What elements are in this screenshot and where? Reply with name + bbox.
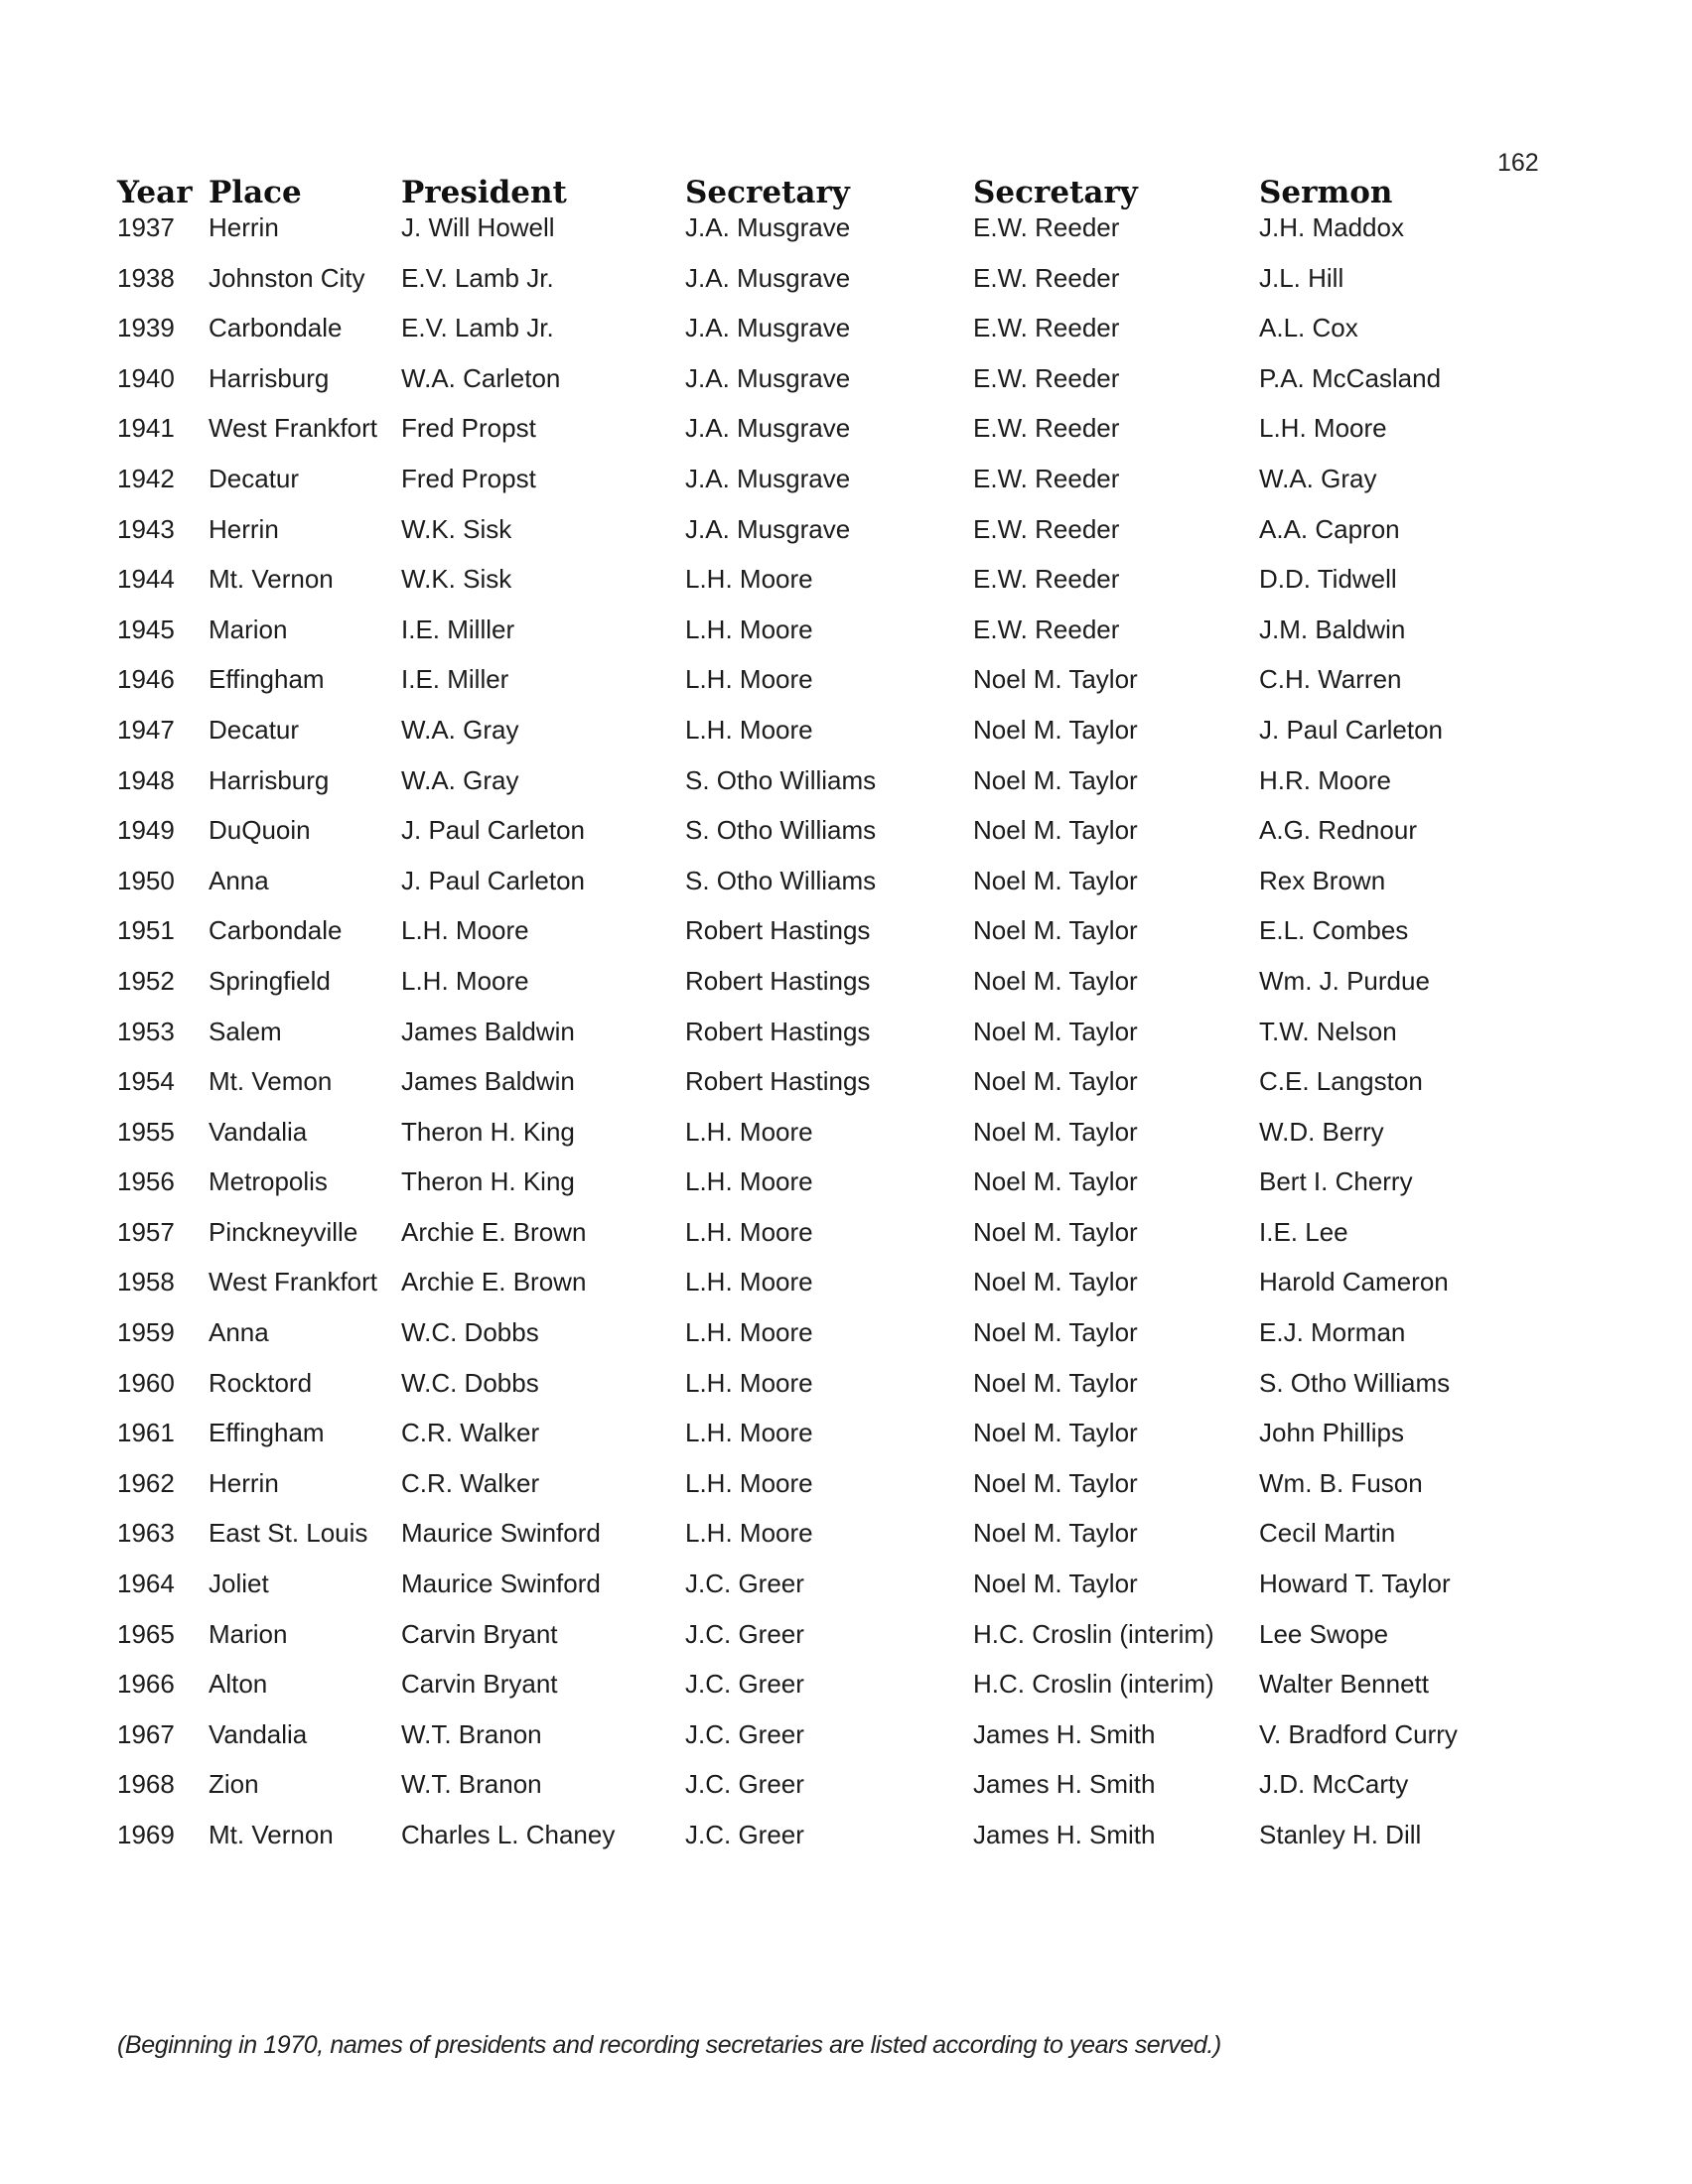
cell-year: 1949 xyxy=(117,815,175,846)
cell-secretary-2: E.W. Reeder xyxy=(973,262,1120,293)
cell-sermon: Lee Swope xyxy=(1259,1618,1389,1649)
cell-sermon: T.W. Nelson xyxy=(1259,1016,1397,1046)
cell-secretary-2: Noel M. Taylor xyxy=(973,714,1138,745)
cell-secretary-2: Noel M. Taylor xyxy=(973,1166,1138,1197)
cell-secretary-2: Noel M. Taylor xyxy=(973,1317,1138,1348)
table-row xyxy=(117,363,1527,414)
cell-secretary: Robert Hastings xyxy=(685,915,871,946)
table-header-row xyxy=(117,175,1527,212)
cell-year: 1968 xyxy=(117,1769,175,1800)
cell-secretary-2: E.W. Reeder xyxy=(973,313,1120,343)
cell-secretary: S. Otho Williams xyxy=(685,815,877,846)
cell-place: Herrin xyxy=(209,513,279,544)
table-row xyxy=(117,263,1527,314)
cell-place: Zion xyxy=(209,1769,259,1800)
cell-president: Charles L. Chaney xyxy=(401,1820,616,1849)
cell-secretary-2: Noel M. Taylor xyxy=(973,1116,1138,1147)
cell-president: Theron H. King xyxy=(401,1116,575,1147)
cell-secretary: J.C. Greer xyxy=(685,1769,804,1800)
cell-secretary: L.H. Moore xyxy=(685,614,813,644)
cell-year: 1957 xyxy=(117,1216,175,1247)
table-row xyxy=(117,1569,1527,1619)
cell-place: DuQuoin xyxy=(209,815,311,846)
cell-year: 1942 xyxy=(117,463,175,493)
table-row xyxy=(117,1117,1527,1167)
table-row xyxy=(117,1317,1527,1368)
cell-president: I.E. Miller xyxy=(401,664,509,695)
cell-place: Decatur xyxy=(209,463,300,493)
cell-secretary: L.H. Moore xyxy=(685,1518,813,1549)
cell-sermon: A.A. Capron xyxy=(1259,513,1400,544)
cell-secretary-2: Noel M. Taylor xyxy=(973,1216,1138,1247)
cell-secretary: L.H. Moore xyxy=(685,714,813,745)
cell-place: Effingham xyxy=(209,1418,325,1448)
cell-place: Johnston City xyxy=(209,262,365,293)
cell-sermon: C.E. Langston xyxy=(1259,1066,1423,1097)
cell-secretary: J.A. Musgrave xyxy=(685,313,851,343)
table-row xyxy=(117,1017,1527,1067)
header-secretary: Secretary xyxy=(685,175,850,210)
cell-president: W.C. Dobbs xyxy=(401,1367,539,1398)
header-secretary-2: Secretary xyxy=(973,175,1138,210)
table-row xyxy=(117,1066,1527,1117)
cell-year: 1961 xyxy=(117,1418,175,1448)
table-row xyxy=(117,1166,1527,1217)
cell-place: Metropolis xyxy=(209,1166,328,1197)
cell-secretary-2: Noel M. Taylor xyxy=(973,764,1138,795)
table-row xyxy=(117,765,1527,816)
table-row xyxy=(117,1820,1527,1870)
cell-sermon: Cecil Martin xyxy=(1259,1518,1396,1549)
cell-sermon: Wm. J. Purdue xyxy=(1259,965,1430,996)
cell-year: 1969 xyxy=(117,1820,175,1849)
cell-secretary: L.H. Moore xyxy=(685,1418,813,1448)
cell-secretary: S. Otho Williams xyxy=(685,764,877,795)
cell-sermon: Bert I. Cherry xyxy=(1259,1166,1413,1197)
cell-secretary-2: E.W. Reeder xyxy=(973,513,1120,544)
table-row xyxy=(117,664,1527,715)
header-year: Year xyxy=(117,175,193,210)
cell-secretary-2: Noel M. Taylor xyxy=(973,1418,1138,1448)
cell-secretary: Robert Hastings xyxy=(685,965,871,996)
cell-sermon: J. Paul Carleton xyxy=(1259,714,1443,745)
cell-sermon: P.A. McCasland xyxy=(1259,362,1442,393)
cell-year: 1967 xyxy=(117,1718,175,1749)
cell-secretary: L.H. Moore xyxy=(685,564,813,595)
cell-place: Marion xyxy=(209,614,288,644)
cell-sermon: H.R. Moore xyxy=(1259,764,1391,795)
cell-year: 1946 xyxy=(117,664,175,695)
cell-president: J. Will Howell xyxy=(401,212,555,242)
cell-place: Anna xyxy=(209,1317,269,1348)
cell-president: J. Paul Carleton xyxy=(401,815,585,846)
cell-place: Joliet xyxy=(209,1569,269,1599)
cell-secretary-2: Noel M. Taylor xyxy=(973,865,1138,895)
cell-president: Archie E. Brown xyxy=(401,1216,587,1247)
cell-secretary: J.C. Greer xyxy=(685,1718,804,1749)
cell-president: W.K. Sisk xyxy=(401,564,512,595)
cell-president: Archie E. Brown xyxy=(401,1267,587,1297)
cell-president: W.A. Carleton xyxy=(401,362,561,393)
cell-place: Harrisburg xyxy=(209,764,330,795)
cell-sermon: E.L. Combes xyxy=(1259,915,1409,946)
cell-year: 1955 xyxy=(117,1116,175,1147)
table-row xyxy=(117,1368,1527,1419)
cell-secretary-2: E.W. Reeder xyxy=(973,362,1120,393)
cell-president: C.R. Walker xyxy=(401,1467,540,1498)
cell-sermon: Stanley H. Dill xyxy=(1259,1820,1422,1849)
cell-president: W.T. Branon xyxy=(401,1718,542,1749)
table-row xyxy=(117,1669,1527,1719)
cell-secretary: L.H. Moore xyxy=(685,1116,813,1147)
table-row xyxy=(117,1518,1527,1569)
cell-president: W.T. Branon xyxy=(401,1769,542,1800)
cell-sermon: S. Otho Williams xyxy=(1259,1367,1451,1398)
cell-sermon: L.H. Moore xyxy=(1259,413,1387,444)
cell-president: E.V. Lamb Jr. xyxy=(401,313,554,343)
cell-year: 1964 xyxy=(117,1569,175,1599)
cell-year: 1954 xyxy=(117,1066,175,1097)
cell-sermon: J.L. Hill xyxy=(1259,262,1344,293)
cell-secretary: J.C. Greer xyxy=(685,1618,804,1649)
cell-place: Herrin xyxy=(209,212,279,242)
cell-year: 1948 xyxy=(117,764,175,795)
cell-president: Maurice Swinford xyxy=(401,1569,601,1599)
cell-president: W.C. Dobbs xyxy=(401,1317,539,1348)
table-row xyxy=(117,313,1527,363)
cell-place: Marion xyxy=(209,1618,288,1649)
cell-year: 1960 xyxy=(117,1367,175,1398)
cell-place: Anna xyxy=(209,865,269,895)
cell-secretary: J.C. Greer xyxy=(685,1820,804,1849)
cell-year: 1940 xyxy=(117,362,175,393)
cell-year: 1953 xyxy=(117,1016,175,1046)
cell-secretary: J.A. Musgrave xyxy=(685,262,851,293)
cell-year: 1938 xyxy=(117,262,175,293)
cell-president: Carvin Bryant xyxy=(401,1618,558,1649)
table-row xyxy=(117,866,1527,916)
cell-secretary: J.A. Musgrave xyxy=(685,463,851,493)
cell-sermon: Harold Cameron xyxy=(1259,1267,1449,1297)
cell-secretary-2: E.W. Reeder xyxy=(973,463,1120,493)
cell-place: Carbondale xyxy=(209,915,343,946)
cell-year: 1965 xyxy=(117,1618,175,1649)
table-row xyxy=(117,212,1527,263)
cell-president: W.K. Sisk xyxy=(401,513,512,544)
cell-sermon: J.D. McCarty xyxy=(1259,1769,1409,1800)
table-row xyxy=(117,1719,1527,1770)
header-place: Place xyxy=(209,175,302,210)
cell-president: W.A. Gray xyxy=(401,714,519,745)
cell-secretary-2: H.C. Croslin (interim) xyxy=(973,1669,1214,1700)
cell-year: 1947 xyxy=(117,714,175,745)
table-row xyxy=(117,464,1527,514)
cell-year: 1943 xyxy=(117,513,175,544)
cell-place: Decatur xyxy=(209,714,300,745)
cell-sermon: Wm. B. Fuson xyxy=(1259,1467,1423,1498)
cell-president: W.A. Gray xyxy=(401,764,519,795)
cell-secretary-2: E.W. Reeder xyxy=(973,614,1120,644)
cell-year: 1962 xyxy=(117,1467,175,1498)
table-row xyxy=(117,614,1527,665)
cell-secretary: J.A. Musgrave xyxy=(685,362,851,393)
cell-president: Carvin Bryant xyxy=(401,1669,558,1700)
cell-sermon: Howard T. Taylor xyxy=(1259,1569,1451,1599)
cell-secretary: J.C. Greer xyxy=(685,1569,804,1599)
cell-secretary: L.H. Moore xyxy=(685,1267,813,1297)
cell-place: Herrin xyxy=(209,1467,279,1498)
cell-secretary: J.C. Greer xyxy=(685,1669,804,1700)
cell-place: Vandalia xyxy=(209,1116,308,1147)
table-row xyxy=(117,815,1527,866)
cell-president: L.H. Moore xyxy=(401,965,529,996)
cell-secretary-2: Noel M. Taylor xyxy=(973,1066,1138,1097)
footnote: (Beginning in 1970, names of presidents and recording secretaries are listed according to years served.) xyxy=(117,2031,1221,2059)
cell-secretary-2: Noel M. Taylor xyxy=(973,1016,1138,1046)
cell-sermon: J.M. Baldwin xyxy=(1259,614,1406,644)
cell-secretary: L.H. Moore xyxy=(685,1367,813,1398)
header-president: President xyxy=(401,175,567,210)
header-sermon: Sermon xyxy=(1259,175,1393,210)
cell-secretary-2: E.W. Reeder xyxy=(973,413,1120,444)
cell-secretary-2: Noel M. Taylor xyxy=(973,965,1138,996)
cell-year: 1958 xyxy=(117,1267,175,1297)
cell-sermon: D.D. Tidwell xyxy=(1259,564,1397,595)
cell-sermon: Walter Bennett xyxy=(1259,1669,1430,1700)
cell-secretary: Robert Hastings xyxy=(685,1066,871,1097)
cell-president: Fred Propst xyxy=(401,463,536,493)
table-row xyxy=(117,564,1527,614)
cell-secretary: L.H. Moore xyxy=(685,1166,813,1197)
table-row xyxy=(117,1217,1527,1268)
table-row xyxy=(117,915,1527,966)
cell-sermon: J.H. Maddox xyxy=(1259,212,1404,242)
cell-secretary-2: Noel M. Taylor xyxy=(973,915,1138,946)
cell-place: Salem xyxy=(209,1016,282,1046)
cell-year: 1951 xyxy=(117,915,175,946)
cell-secretary-2: James H. Smith xyxy=(973,1718,1156,1749)
table-row xyxy=(117,514,1527,565)
cell-year: 1937 xyxy=(117,212,175,242)
cell-president: James Baldwin xyxy=(401,1066,575,1097)
cell-year: 1950 xyxy=(117,865,175,895)
cell-sermon: John Phillips xyxy=(1259,1418,1404,1448)
cell-sermon: W.A. Gray xyxy=(1259,463,1377,493)
cell-secretary-2: E.W. Reeder xyxy=(973,564,1120,595)
cell-sermon: A.G. Rednour xyxy=(1259,815,1417,846)
cell-sermon: C.H. Warren xyxy=(1259,664,1402,695)
cell-place: Rocktord xyxy=(209,1367,313,1398)
cell-president: Maurice Swinford xyxy=(401,1518,601,1549)
cell-secretary: S. Otho Williams xyxy=(685,865,877,895)
cell-year: 1952 xyxy=(117,965,175,996)
table-body xyxy=(117,212,1527,1870)
cell-president: J. Paul Carleton xyxy=(401,865,585,895)
cell-secretary: L.H. Moore xyxy=(685,1216,813,1247)
cell-sermon: W.D. Berry xyxy=(1259,1116,1384,1147)
cell-place: Alton xyxy=(209,1669,268,1700)
cell-place: Mt. Vemon xyxy=(209,1066,333,1097)
table-row xyxy=(117,1267,1527,1317)
cell-secretary-2: James H. Smith xyxy=(973,1820,1156,1849)
cell-secretary-2: Noel M. Taylor xyxy=(973,815,1138,846)
cell-sermon: Rex Brown xyxy=(1259,865,1386,895)
cell-year: 1939 xyxy=(117,313,175,343)
cell-secretary-2: Noel M. Taylor xyxy=(973,1367,1138,1398)
cell-place: Springfield xyxy=(209,965,331,996)
cell-secretary: J.A. Musgrave xyxy=(685,513,851,544)
cell-secretary: Robert Hastings xyxy=(685,1016,871,1046)
cell-place: Harrisburg xyxy=(209,362,330,393)
cell-president: I.E. Milller xyxy=(401,614,515,644)
table-row xyxy=(117,1769,1527,1820)
cell-president: E.V. Lamb Jr. xyxy=(401,262,554,293)
officers-table xyxy=(117,175,1527,1870)
cell-sermon: I.E. Lee xyxy=(1259,1216,1348,1247)
page-number: 162 xyxy=(1497,149,1539,177)
cell-place: East St. Louis xyxy=(209,1518,368,1549)
cell-secretary-2: Noel M. Taylor xyxy=(973,1569,1138,1599)
cell-place: Effingham xyxy=(209,664,325,695)
cell-secretary: L.H. Moore xyxy=(685,1317,813,1348)
cell-secretary-2: Noel M. Taylor xyxy=(973,1267,1138,1297)
cell-secretary-2: H.C. Croslin (interim) xyxy=(973,1618,1214,1649)
cell-place: West Frankfort xyxy=(209,413,378,444)
table-row xyxy=(117,413,1527,464)
table-row xyxy=(117,1468,1527,1519)
table-row xyxy=(117,715,1527,765)
cell-sermon: V. Bradford Curry xyxy=(1259,1718,1458,1749)
cell-year: 1959 xyxy=(117,1317,175,1348)
table-row xyxy=(117,1619,1527,1670)
cell-secretary: J.A. Musgrave xyxy=(685,413,851,444)
cell-place: Vandalia xyxy=(209,1718,308,1749)
cell-secretary-2: Noel M. Taylor xyxy=(973,664,1138,695)
cell-secretary-2: E.W. Reeder xyxy=(973,212,1120,242)
table-row xyxy=(117,1418,1527,1468)
cell-sermon: A.L. Cox xyxy=(1259,313,1358,343)
cell-secretary-2: James H. Smith xyxy=(973,1769,1156,1800)
cell-president: James Baldwin xyxy=(401,1016,575,1046)
cell-secretary-2: Noel M. Taylor xyxy=(973,1518,1138,1549)
cell-secretary: L.H. Moore xyxy=(685,1467,813,1498)
cell-year: 1941 xyxy=(117,413,175,444)
table-row xyxy=(117,966,1527,1017)
cell-secretary-2: Noel M. Taylor xyxy=(973,1467,1138,1498)
cell-sermon: E.J. Morman xyxy=(1259,1317,1406,1348)
cell-place: Mt. Vernon xyxy=(209,1820,334,1849)
cell-president: C.R. Walker xyxy=(401,1418,540,1448)
cell-place: Pinckneyville xyxy=(209,1216,358,1247)
cell-place: West Frankfort xyxy=(209,1267,378,1297)
cell-president: L.H. Moore xyxy=(401,915,529,946)
cell-year: 1945 xyxy=(117,614,175,644)
cell-secretary: J.A. Musgrave xyxy=(685,212,851,242)
cell-president: Fred Propst xyxy=(401,413,536,444)
cell-year: 1944 xyxy=(117,564,175,595)
cell-secretary: L.H. Moore xyxy=(685,664,813,695)
cell-president: Theron H. King xyxy=(401,1166,575,1197)
cell-place: Carbondale xyxy=(209,313,343,343)
cell-year: 1966 xyxy=(117,1669,175,1700)
cell-year: 1963 xyxy=(117,1518,175,1549)
cell-year: 1956 xyxy=(117,1166,175,1197)
cell-place: Mt. Vernon xyxy=(209,564,334,595)
